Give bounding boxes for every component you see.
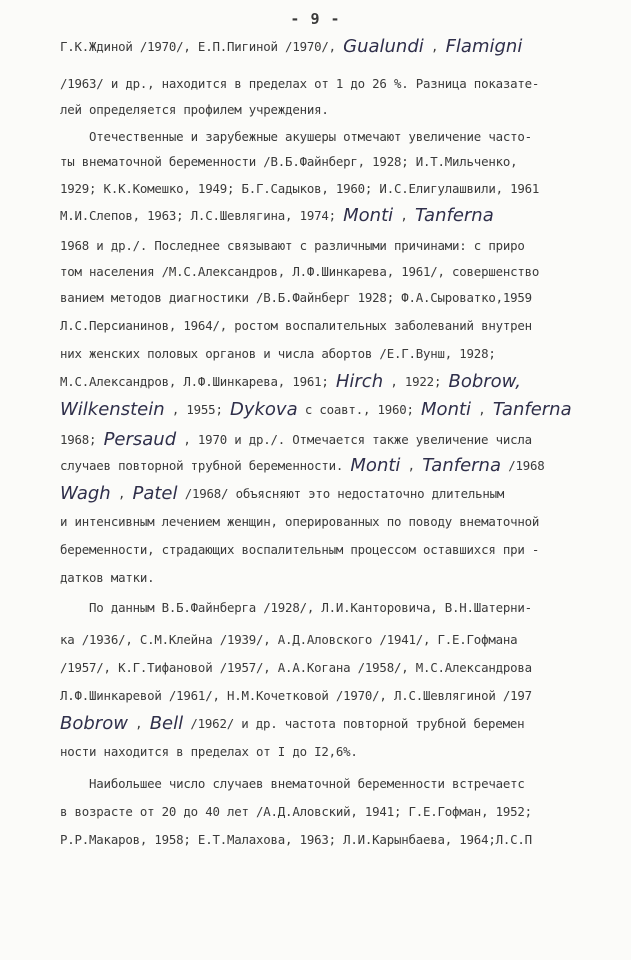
typed-text: /1962/ и др. частота повторной трубной беремен bbox=[183, 716, 525, 731]
typed-text: , 1922; bbox=[383, 374, 449, 389]
handwritten-name: Tanferna bbox=[492, 401, 572, 419]
text-line bbox=[60, 457, 630, 475]
typed-text: Л.С.Персианинов, 1964/, ростом воспалительных заболеваний внутрен bbox=[60, 318, 532, 333]
typed-text: ка /1936/, С.М.Клейна /1939/, А.Д.Аловского /1941/, Г.Е.Гофмана bbox=[60, 632, 518, 647]
text-line bbox=[60, 743, 630, 761]
handwritten-name: Bobrow bbox=[60, 715, 128, 733]
text-line bbox=[60, 541, 630, 559]
typed-text: , bbox=[471, 402, 493, 417]
typed-text: , bbox=[423, 39, 446, 54]
typed-text: 1968; bbox=[60, 432, 104, 447]
text-line bbox=[60, 345, 630, 363]
typed-text: и интенсивным лечением женщин, оперированных по поводу внематочной bbox=[60, 514, 540, 529]
typed-text: с соавт., 1960; bbox=[297, 402, 422, 417]
typed-text: ности находится в пределах от I до I2,6%. bbox=[60, 744, 358, 759]
typed-text: /1968/ объясняют это недостаточно длительным bbox=[177, 486, 505, 501]
typed-text: 1929; К.К.Комешко, 1949; Б.Г.Садыков, 1960; И.С.Елигулашвили, 1961 bbox=[60, 181, 540, 196]
text-line bbox=[60, 569, 630, 587]
typed-text: /1957/, К.Г.Тифановой /1957/, А.А.Когана /1958/, М.С.Александрова bbox=[60, 660, 532, 675]
text-line bbox=[60, 237, 630, 255]
text-line bbox=[60, 485, 630, 503]
typed-text: Наибольшее число случаев внематочной беременности встречаетс bbox=[60, 776, 525, 791]
typed-text: том населения /М.С.Александров, Л.Ф.Шинкарева, 1961/, совершенство bbox=[60, 264, 540, 279]
typed-text: датков матки. bbox=[60, 570, 155, 585]
handwritten-name: Monti bbox=[350, 457, 401, 475]
typed-text: ты внематочной беременности /В.Б.Файнберг, 1928; И.Т.Мильченко, bbox=[60, 154, 518, 169]
handwritten-name: Patel bbox=[132, 485, 178, 503]
text-line bbox=[60, 289, 630, 307]
typed-text: лей определяется профилем учреждения. bbox=[60, 102, 329, 117]
typed-text: случаев повторной трубной беременности. bbox=[60, 458, 351, 473]
typed-text: , 1970 и др./. Отмечается также увеличение числа bbox=[176, 432, 532, 447]
typed-text: /1968 bbox=[501, 458, 545, 473]
handwritten-name: Wagh bbox=[60, 485, 111, 503]
text-line bbox=[60, 207, 630, 225]
text-line bbox=[60, 831, 630, 849]
typed-text: М.С.Александров, Л.Ф.Шинкарева, 1961; bbox=[60, 374, 336, 389]
handwritten-name: Persaud bbox=[103, 431, 177, 449]
typed-text: в возрасте от 20 до 40 лет /А.Д.Аловский, 1941; Г.Е.Гофман, 1952; bbox=[60, 804, 532, 819]
typed-text: М.И.Слепов, 1963; Л.С.Шевлягина, 1974; bbox=[60, 208, 344, 223]
text-line bbox=[60, 373, 630, 391]
text-line bbox=[60, 401, 630, 419]
handwritten-name: Hirch bbox=[335, 373, 384, 391]
handwritten-name: Wilkenstein bbox=[60, 401, 165, 419]
text-line bbox=[60, 715, 630, 733]
typed-text: 1968 и др./. Последнее связывают с различными причинами: с приро bbox=[60, 238, 525, 253]
typed-text: Отечественные и зарубежные акушеры отмечают увеличение часто- bbox=[60, 129, 532, 144]
text-line bbox=[60, 803, 630, 821]
typed-text: , 1955; bbox=[164, 402, 230, 417]
handwritten-name: Gualundi bbox=[343, 38, 424, 56]
text-line bbox=[60, 263, 630, 281]
text-line bbox=[60, 513, 630, 531]
text-line bbox=[60, 431, 630, 449]
handwritten-name: Dykova bbox=[229, 401, 298, 419]
text-line bbox=[60, 128, 630, 146]
typed-text: Р.Р.Макаров, 1958; Е.Т.Малахова, 1963; Л.И.Карынбаева, 1964;Л.С.П bbox=[60, 832, 532, 847]
text-line bbox=[60, 317, 630, 335]
text-line bbox=[60, 75, 630, 93]
handwritten-name: Tanferna bbox=[422, 457, 501, 475]
text-line bbox=[60, 38, 630, 56]
text-line bbox=[60, 659, 630, 677]
page-number: - 9 - bbox=[290, 10, 341, 28]
typed-text: ванием методов диагностики /В.Б.Файнберг 1928; Ф.А.Сыроватко,1959 bbox=[60, 290, 532, 305]
text-line bbox=[60, 775, 630, 793]
typed-text: , bbox=[393, 208, 415, 223]
handwritten-name: Bobrow, bbox=[448, 373, 521, 391]
text-line bbox=[60, 599, 630, 617]
typed-text: , bbox=[127, 716, 150, 731]
typed-text: беременности, страдающих воспалительным процессом оставшихся при - bbox=[60, 542, 540, 557]
handwritten-name: Monti bbox=[421, 401, 472, 419]
typed-text: По данным В.Б.Файнберга /1928/, Л.И.Канторовича, В.Н.Шатерни- bbox=[60, 600, 532, 615]
text-line bbox=[60, 687, 630, 705]
typed-text: /1963/ и др., находится в пределах от 1 до 26 %. Разница показате- bbox=[60, 76, 540, 91]
handwritten-name: Bell bbox=[149, 715, 184, 733]
typed-text: Г.К.Ждиной /1970/, Е.П.Пигиной /1970/, bbox=[60, 39, 344, 54]
typed-text: , bbox=[110, 486, 133, 501]
text-line bbox=[60, 101, 630, 119]
text-line bbox=[60, 180, 630, 198]
typed-text: , bbox=[400, 458, 423, 473]
text-line bbox=[60, 631, 630, 649]
typed-text: них женских половых органов и числа абортов /Е.Г.Вунш, 1928; bbox=[60, 346, 496, 361]
handwritten-name: Flamigni bbox=[445, 38, 523, 56]
handwritten-name: Tanferna bbox=[414, 207, 494, 225]
handwritten-name: Monti bbox=[343, 207, 394, 225]
text-line bbox=[60, 153, 630, 171]
typed-text: Л.Ф.Шинкаревой /1961/, Н.М.Кочетковой /1970/, Л.С.Шевлягиной /197 bbox=[60, 688, 532, 703]
